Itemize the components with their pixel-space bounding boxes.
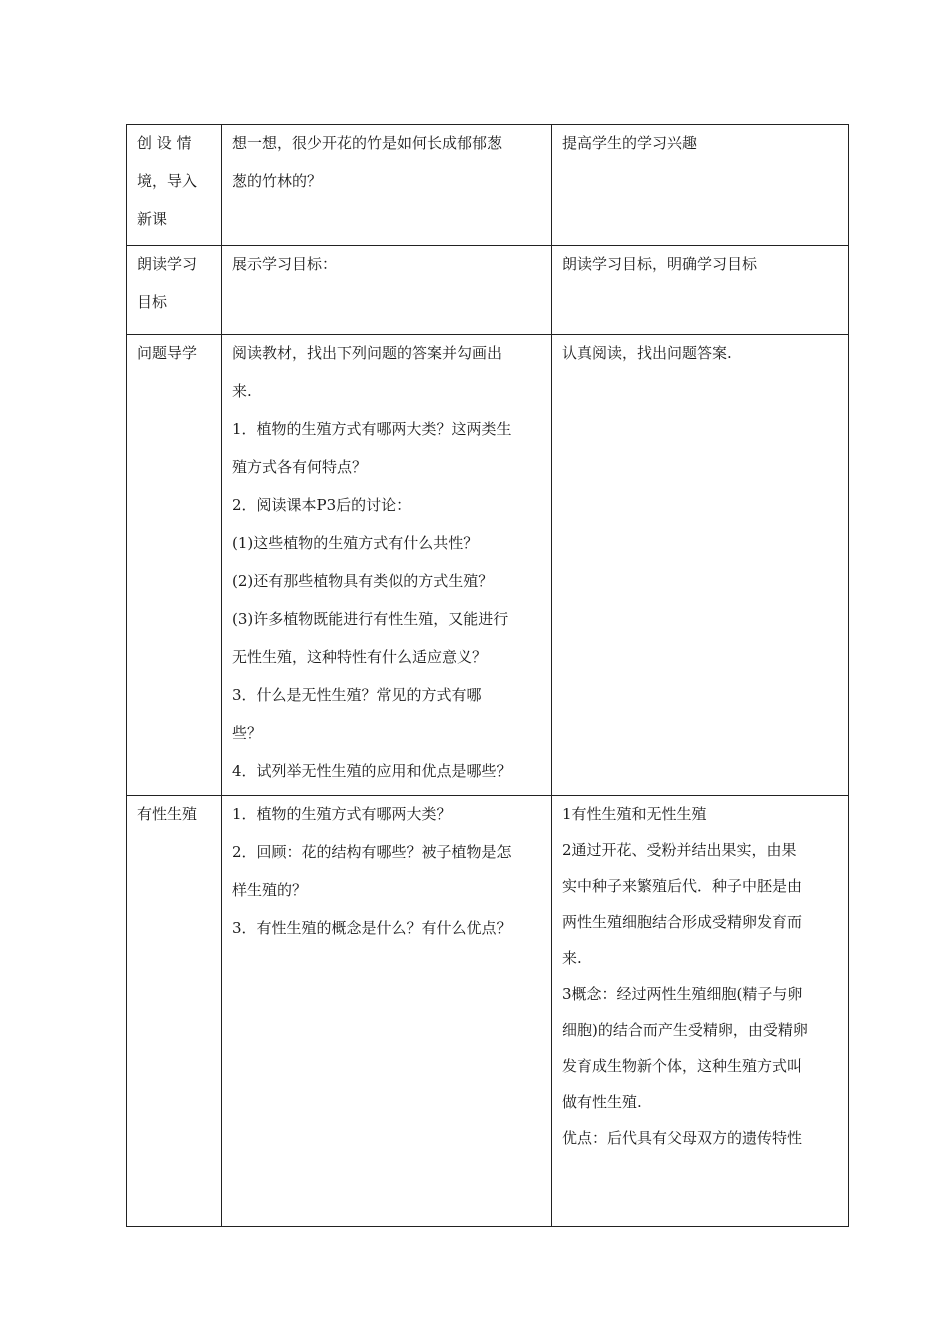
text-line: 1．植物的生殖方式有哪两大类？ — [232, 805, 452, 823]
text-line: 阅读教材，找出下列问题的答案并勾画出 — [232, 344, 503, 362]
student-activity-cell — [552, 796, 849, 1227]
student-activity-text — [552, 335, 848, 377]
teacher-activity-cell — [222, 125, 552, 246]
text-line: (2)还有那些植物具有类似的方式生殖？ — [232, 572, 494, 590]
text-line: 想一想，很少开花的竹是如何长成郁郁葱 — [232, 134, 503, 152]
teacher-activity-cell — [222, 246, 552, 335]
text-line: 发育成生物新个体，这种生殖方式叫 — [562, 1057, 803, 1075]
text-line: 展示学习目标： — [232, 255, 338, 273]
teacher-activity-cell — [222, 335, 552, 796]
text-line: 问题导学 — [137, 344, 198, 362]
text-line: 两性生殖细胞结合形成受精卵发育而 — [562, 913, 803, 931]
table-row — [127, 246, 849, 335]
stage-cell — [127, 246, 222, 335]
table-row — [127, 335, 849, 796]
text-line: 1．植物的生殖方式有哪两大类？这两类生 — [232, 420, 512, 438]
stage-cell — [127, 125, 222, 246]
text-line: 2．回顾：花的结构有哪些？被子植物是怎 — [232, 843, 512, 861]
text-line: 新课 — [137, 210, 168, 228]
student-activity-cell — [552, 335, 849, 796]
text-line: 认真阅读，找出问题答案. — [562, 344, 732, 362]
text-line: 朗读学习 — [137, 255, 198, 273]
student-activity-text — [552, 246, 848, 288]
teacher-activity-text — [222, 246, 551, 288]
text-line: 实中种子来繁殖后代．种子中胚是由 — [562, 877, 803, 895]
text-line: 些？ — [232, 724, 263, 742]
student-activity-cell — [552, 246, 849, 335]
text-line: 提高学生的学习兴趣 — [562, 134, 698, 152]
text-line: 境，导入 — [137, 172, 198, 190]
text-line: 无性生殖，这种特性有什么适应意义？ — [232, 648, 488, 666]
text-line: 有性生殖 — [137, 805, 198, 823]
student-activity-text — [552, 796, 848, 1160]
text-line: 目标 — [137, 293, 168, 311]
stage-text — [127, 246, 221, 326]
lesson-plan-body — [127, 125, 849, 1227]
text-line: 样生殖的？ — [232, 881, 308, 899]
text-line: 3．什么是无性生殖？常见的方式有哪 — [232, 686, 482, 704]
text-line: (3)许多植物既能进行有性生殖，又能进行 — [232, 610, 509, 628]
table-row — [127, 125, 849, 246]
teacher-activity-text — [222, 335, 551, 795]
text-line: 4．试列举无性生殖的应用和优点是哪些？ — [232, 762, 512, 780]
text-line: 殖方式各有何特点？ — [232, 458, 368, 476]
text-line: 细胞)的结合而产生受精卵，由受精卵 — [562, 1021, 808, 1039]
text-line: 1有性生殖和无性生殖 — [562, 805, 707, 823]
text-line: 来. — [562, 949, 582, 967]
stage-text — [127, 125, 221, 243]
student-activity-text — [552, 125, 848, 167]
text-line: 来. — [232, 382, 252, 400]
stage-text — [127, 335, 221, 377]
text-line: 2．阅读课本P3后的讨论： — [232, 496, 412, 514]
student-activity-cell — [552, 125, 849, 246]
text-line: 朗读学习目标，明确学习目标 — [562, 255, 758, 273]
stage-text — [127, 796, 221, 838]
text-line: 3．有性生殖的概念是什么？有什么优点？ — [232, 919, 512, 937]
text-line: 做有性生殖. — [562, 1093, 642, 1111]
teacher-activity-text — [222, 796, 551, 952]
text-line: 2通过开花、受粉并结出果实，由果 — [562, 841, 797, 859]
teacher-activity-cell — [222, 796, 552, 1227]
stage-cell — [127, 335, 222, 796]
lesson-plan-table — [126, 124, 849, 1227]
text-line: 创 设 情 — [137, 134, 192, 152]
text-line: 优点：后代具有父母双方的遗传特性 — [562, 1129, 803, 1147]
stage-cell — [127, 796, 222, 1227]
text-line: (1)这些植物的生殖方式有什么共性？ — [232, 534, 479, 552]
table-row — [127, 796, 849, 1227]
text-line: 3概念：经过两性生殖细胞(精子与卵 — [562, 985, 803, 1003]
text-line: 葱的竹林的？ — [232, 172, 323, 190]
teacher-activity-text — [222, 125, 551, 205]
